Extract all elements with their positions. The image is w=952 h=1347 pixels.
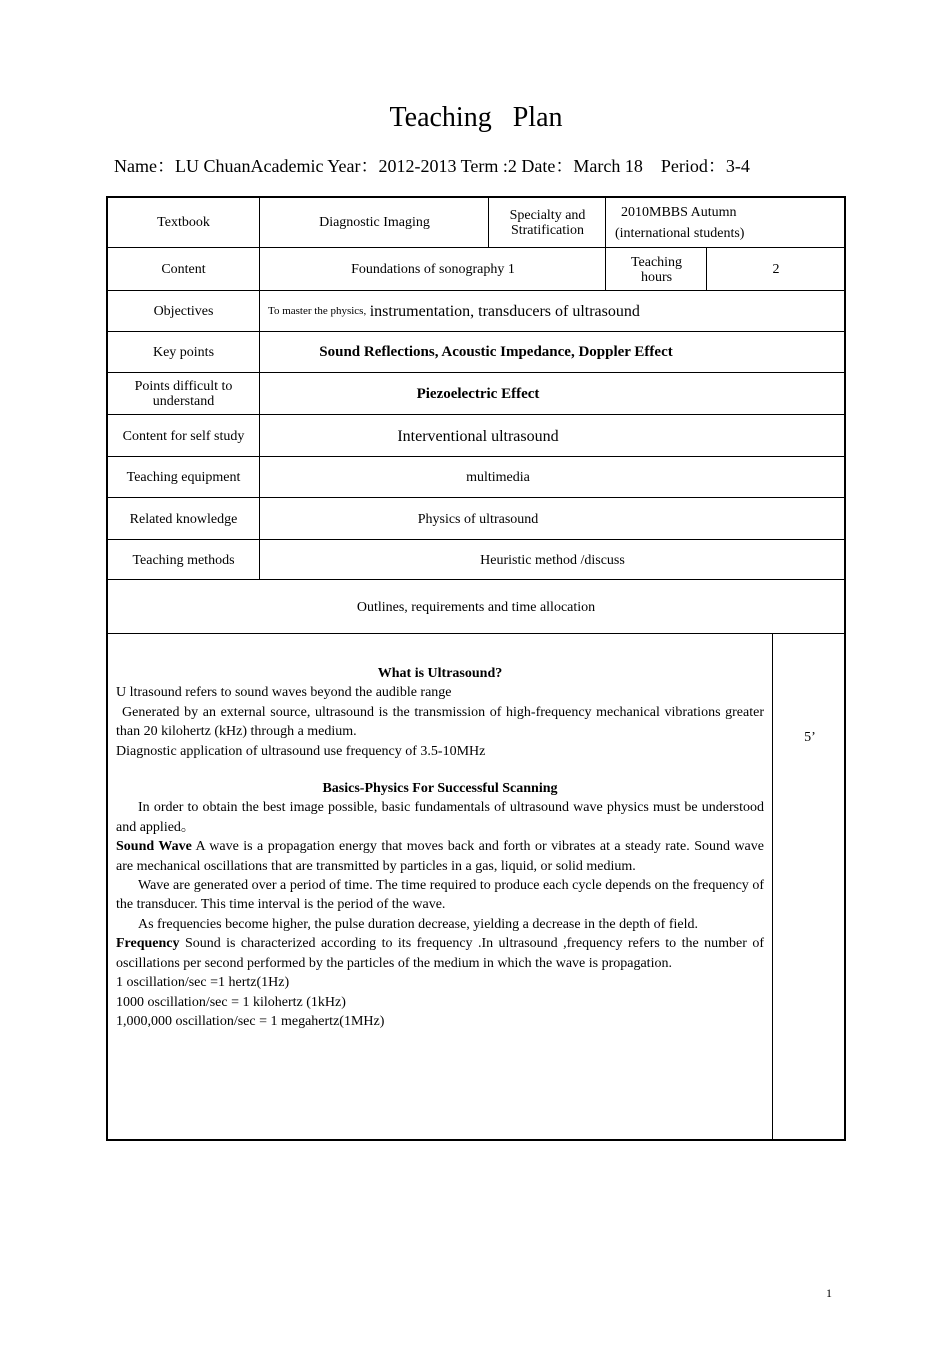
objectives-label: Objectives: [153, 304, 214, 319]
time-allocation: 5’: [804, 730, 816, 745]
key-points-label: Key points: [152, 345, 215, 360]
related-value: Physics of ultrasound: [417, 511, 539, 527]
objectives-value: [268, 292, 838, 331]
difficult-value: Piezoelectric Effect: [416, 385, 540, 402]
equipment-label: Teaching equipment: [126, 470, 241, 485]
name-label: Name：: [114, 156, 175, 176]
equipment-value: multimedia: [466, 470, 530, 485]
methods-value: Heuristic method /discuss: [480, 552, 625, 568]
conversion-line: 1 oscillation/sec =1 hertz(1Hz): [116, 975, 290, 991]
related-label: Related knowledge: [129, 511, 238, 527]
body-paragraph: Generated by an external source, ultrasound is the transmission of high-frequency mechanical vibrations greater than 20 kilohertz (kHz) through a medium.: [116, 704, 764, 740]
conversion-line: 1,000,000 oscillation/sec = 1 megahertz(1MHz): [116, 1013, 385, 1029]
term-sound-wave: Sound Wave: [116, 839, 192, 855]
term-frequency: Frequency: [116, 936, 180, 952]
heading-what-is-ultrasound: What is Ultrasound?: [377, 666, 503, 681]
objectives-main: instrumentation, transducers of ultrasound: [369, 303, 640, 320]
page-title: Teaching Plan: [389, 102, 563, 133]
conversion-line: 1000 oscillation/sec = 1 kilohertz (1kHz): [116, 994, 346, 1010]
plan-meta: [114, 152, 750, 178]
body-paragraph: As frequencies become higher, the pulse duration decrease, yielding a decrease in the depth of field.: [138, 916, 698, 932]
lesson-body: [116, 664, 764, 1031]
date-label: Date：: [521, 156, 574, 176]
academic-year: 2012-2013: [378, 156, 457, 176]
period: 3-4: [725, 156, 750, 176]
textbook-value: Diagnostic Imaging: [319, 215, 430, 230]
objectives-prefix: To master the physics,: [268, 305, 367, 317]
body-paragraph: Sound Wave A wave is a propagation energy that moves back and forth or vibrates at a steady rate. Sound wave are mechanical oscillations that are transmitted by particles in a gas, liquid, or solid medium.: [116, 839, 764, 874]
body-paragraph: Diagnostic application of ultrasound use frequency of 3.5-10MHz: [116, 743, 486, 759]
year-label: Academic Year：: [250, 156, 379, 176]
specialty-label: Specialty and Stratification: [509, 207, 586, 238]
heading-basics-physics: Basics-Physics For Successful Scanning: [322, 781, 558, 797]
date: March 18: [573, 156, 643, 176]
outline-header: Outlines, requirements and time allocation: [356, 599, 596, 615]
body-paragraph: Wave are generated over a period of time. The time required to produce each cycle depends on the frequency of the transducer. This time interval is the period of the wave.: [116, 878, 764, 913]
body-paragraph: U ltrasound refers to sound waves beyond the audible range: [116, 685, 452, 701]
term: Term :2: [456, 156, 522, 176]
self-study-label: Content for self study: [122, 428, 245, 444]
self-study-value: Interventional ultrasound: [397, 427, 559, 445]
body-paragraph: Frequency Sound is characterized according to its frequency .In ultrasound ,frequency refers to the number of oscillations per second performed by the particles of the medium in which the wave is propagation.: [116, 936, 764, 971]
specialty-line-2: (international students): [615, 225, 745, 241]
hours-label: Teaching hours: [630, 254, 683, 285]
textbook-label: Textbook: [157, 215, 210, 230]
difficult-label: Points difficult to understand: [134, 379, 233, 409]
body-paragraph: In order to obtain the best image possible, basic fundamentals of ultrasound wave physics must be understood and applied。: [116, 800, 764, 835]
methods-label: Teaching methods: [132, 552, 235, 568]
content-label: Content: [161, 262, 206, 277]
specialty-value: [607, 198, 844, 247]
key-points-value: Sound Reflections, Acoustic Impedance, Doppler Effect: [319, 344, 673, 360]
specialty-line-1: 2010MBBS Autumn: [621, 204, 737, 220]
teacher-name: LU Chuan: [174, 156, 251, 176]
content-value: Foundations of sonography 1: [351, 262, 515, 277]
period-label: Period：: [660, 156, 726, 176]
hours-value: 2: [772, 262, 780, 277]
page-number: 1: [826, 1286, 832, 1300]
